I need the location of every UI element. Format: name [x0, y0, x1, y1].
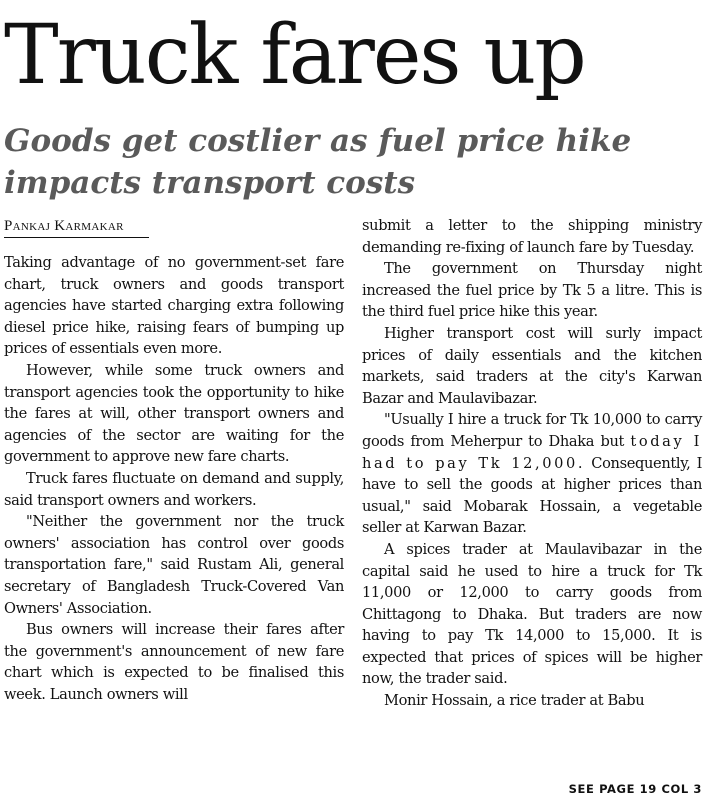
- article-paragraph: However, while some truck owners and transport agencies took the opportunity to hike the fares at will, other transport owners and agencies of the sector are waiting for the government to approve new fare charts.: [4, 361, 344, 466]
- article-column-1: [4, 252, 344, 705]
- quote-part-spaced: today I had to pay Tk 12,000.: [362, 432, 703, 472]
- article-paragraph: A spices trader at Maulavibazar in the capital said he used to hire a truck for Tk 11,000 or 12,000 to carry goods from Chittagong to Dhaka. But traders are now having to pay Tk 14,000 to 15,000. It is expected that prices of spices will be higher now, the trader said.: [362, 540, 702, 688]
- article-paragraph: Monir Hossain, a rice trader at Babu: [384, 692, 645, 710]
- article-paragraph-continuation: submit a letter to the shipping ministry demanding re-fixing of launch fare by Tuesday.: [362, 217, 702, 256]
- byline: Pankaj Karmakar: [4, 216, 149, 238]
- jump-line: SEE PAGE 19 COL 3: [568, 782, 702, 796]
- article-paragraph: "Neither the government nor the truck owners' association has control over goods transportation fare," said Rustam Ali, general secretary of Bangladesh Truck-Covered Van Owners' Association.: [4, 513, 344, 617]
- article-paragraph: Truck fares fluctuate on demand and supply, said transport owners and workers.: [4, 469, 344, 509]
- article-paragraph: The government on Thursday night increased the fuel price by Tk 5 a litre. This is the third fuel price hike this year.: [362, 260, 702, 321]
- article-paragraph: [362, 409, 702, 539]
- subheadline: Goods get costlier as fuel price hike impacts transport costs: [4, 123, 632, 201]
- article-paragraph: Higher transport cost will surly impact prices of daily essentials and the kitchen markets, said traders at the city's Karwan Bazar and Maulavibazar.: [362, 324, 702, 407]
- quote-part: Consequently, I have to sell the goods at higher prices than usual," said Mobarak Hossain, a vegetable seller at Karwan Bazar.: [362, 454, 702, 537]
- article-column-2: [362, 215, 702, 712]
- article-paragraph: Taking advantage of no government-set fare chart, truck owners and goods transport agencies have started charging extra following diesel price hike, raising fears of bumping up prices of essentials even more.: [4, 254, 344, 358]
- headline: Truck fares up: [4, 8, 585, 103]
- article-paragraph: Bus owners will increase their fares after the government's announcement of new fare chart which is expected to be finalised this week. Launch owners will: [4, 621, 344, 703]
- quote-part: "Usually I hire a truck for Tk 10,000 to carry goods from Meherpur to Dhaka but: [362, 411, 702, 450]
